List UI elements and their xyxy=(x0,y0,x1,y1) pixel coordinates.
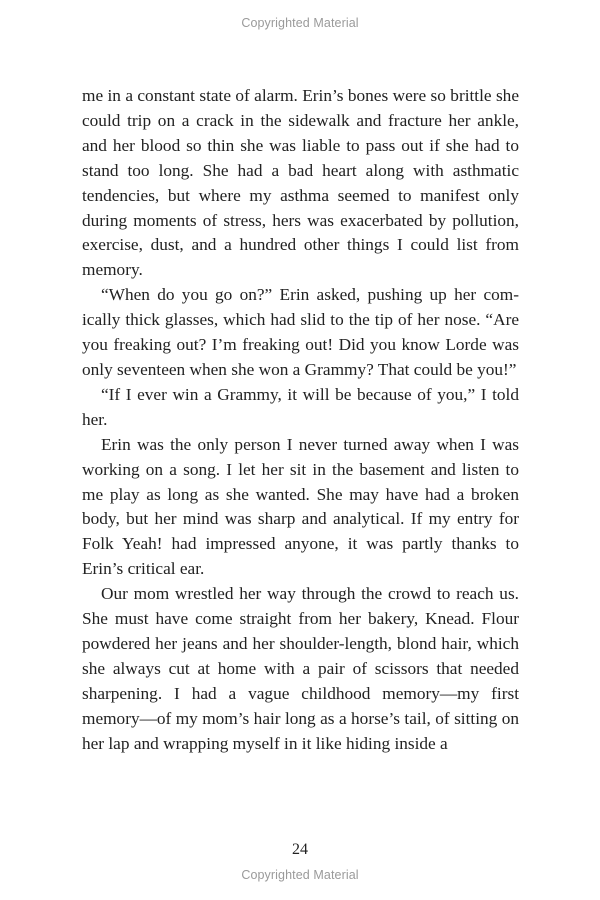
copyright-watermark-bottom: Copyrighted Material xyxy=(241,868,359,882)
page-body xyxy=(82,84,519,756)
page-number: 24 xyxy=(292,841,308,858)
paragraph: Our mom wrestled her way through the crowd to reach us. She must have come straight from her bakery, Knead. Flour powdered her jeans and her shoulder-length, blond hair, which she always cut at home with a pair of scissors that needed sharpening. I had a vague childhood memory—my first memory—of my mom’s hair long as a horse’s tail, of sitting on her lap and wrapping myself in it like hiding inside a xyxy=(82,584,519,753)
paragraph: “If I ever win a Grammy, it will be because of you,” I told her. xyxy=(82,384,519,429)
paragraph: me in a constant state of alarm. Erin’s bones were so brittle she could trip on a crack in the sidewalk and fracture her ankle, and her blood so thin she was liable to pass out if she had to stand too long. She had a bad heart along with asthmatic tendencies, but where my asthma seemed to manifest only during moments of stress, hers was exacerbated by pollution, exercise, dust, and a hundred other things I could list from memory. xyxy=(82,86,519,280)
paragraph: Erin was the only person I never turned away when I was working on a song. I let her sit in the basement and listen to me play as long as she wanted. She may have had a broken body, but her mind was sharp and analytical. If my entry for Folk Yeah! had impressed anyone, it was partly thanks to Erin’s critical ear. xyxy=(82,434,519,579)
paragraph: “When do you go on?” Erin asked, pushing up her comically thick glasses, which had slid to the tip of her nose. “Are you freaking out? I’m freaking out! Did you know Lorde was only seventeen when she won a Grammy? That could be you!” xyxy=(82,285,519,379)
copyright-watermark-top: Copyrighted Material xyxy=(241,16,359,30)
